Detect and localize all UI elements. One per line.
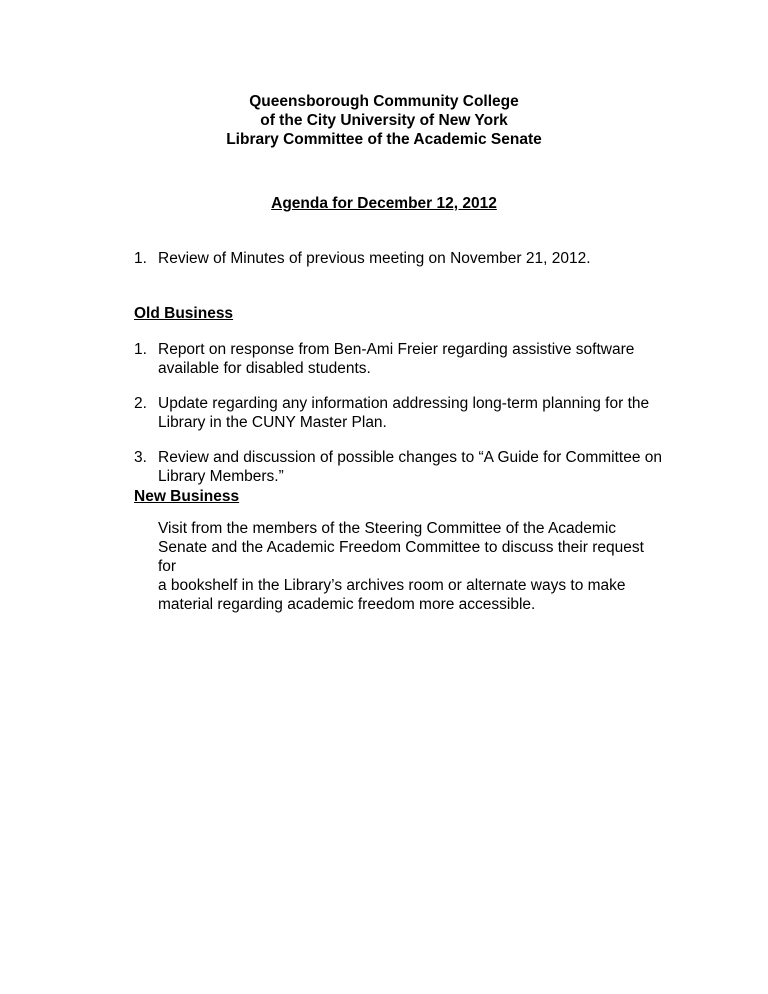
intro-list-item [134, 249, 664, 268]
paragraph-line: a bookshelf in the Library’s archives room or alternate ways to make [158, 577, 626, 594]
list-item-line: Report on response from Ben-Ami Freier regarding assistive software [158, 341, 635, 358]
new-business-paragraph [158, 519, 650, 614]
list-item-line: Update regarding any information addressing long-term planning for the [158, 395, 650, 412]
list-item-line: available for disabled students. [158, 360, 371, 377]
list-item-text: Review of Minutes of previous meeting on November 21, 2012. [158, 250, 591, 267]
old-business-item-2 [134, 394, 664, 432]
new-business-heading: New Business [134, 488, 240, 505]
old-business-item-3 [134, 448, 664, 486]
list-item-number: 2. [134, 395, 147, 412]
list-item-number: 3. [134, 449, 147, 466]
paragraph-line: Visit from the members of the Steering Committee of the Academic [158, 520, 617, 537]
university-name: of the City University of New York [260, 112, 508, 129]
list-item-line: Library Members.” [158, 468, 284, 485]
document-header [0, 92, 768, 149]
old-business-item-1 [134, 340, 664, 378]
list-item-line: Library in the CUNY Master Plan. [158, 414, 387, 431]
committee-name: Library Committee of the Academic Senate [226, 131, 542, 148]
list-item-number: 1. [134, 341, 147, 358]
paragraph-line: Senate and the Academic Freedom Committee to discuss their request for [158, 539, 644, 575]
agenda-title: Agenda for December 12, 2012 [271, 195, 497, 212]
list-item-line: Review and discussion of possible changes to “A Guide for Committee on [158, 449, 663, 466]
list-item-number: 1. [134, 250, 147, 267]
old-business-heading: Old Business [134, 305, 234, 322]
college-name: Queensborough Community College [249, 93, 519, 110]
paragraph-line: material regarding academic freedom more accessible. [158, 596, 536, 613]
